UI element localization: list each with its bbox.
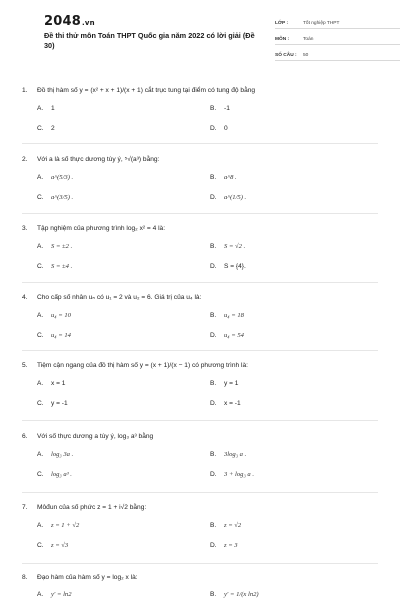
answer-text: u₄ = 54 bbox=[224, 332, 244, 339]
answer-text: S = ±2 . bbox=[51, 243, 73, 250]
answer-options bbox=[22, 242, 378, 282]
answer-option-d[interactable]: D. 3 + log₃ a . bbox=[210, 471, 255, 478]
answer-text: S = {4}. bbox=[224, 263, 246, 270]
question-number: 5. bbox=[22, 362, 28, 369]
question-1 bbox=[22, 86, 378, 144]
answer-text: y' = ln2 bbox=[51, 591, 72, 598]
question-number: 2. bbox=[22, 156, 28, 163]
answer-text: log₃ 3a . bbox=[51, 451, 74, 458]
answer-text: z = √2 bbox=[224, 522, 242, 529]
page-title: Đề thi thử môn Toán THPT Quốc gia năm 2022 có lời giải (Đề 30) bbox=[44, 31, 255, 50]
question-number: 4. bbox=[22, 294, 28, 301]
question-divider bbox=[22, 282, 378, 283]
exam-meta bbox=[275, 15, 400, 63]
question-prompt: Tập nghiệm của phương trình log₂ x² = 4 là: bbox=[37, 225, 166, 232]
answer-option-b[interactable]: B. a^8 . bbox=[210, 174, 237, 181]
answer-text: 3 + log₃ a . bbox=[224, 471, 255, 478]
question-3 bbox=[22, 224, 378, 282]
answer-option-d[interactable]: D. 0 bbox=[210, 125, 228, 132]
question-number: 8. bbox=[22, 574, 28, 581]
question-7 bbox=[22, 503, 378, 561]
answer-option-c[interactable]: C. a^(3/5) . bbox=[37, 194, 74, 201]
answer-options bbox=[22, 379, 378, 419]
question-divider bbox=[22, 420, 378, 421]
meta-value: 50 bbox=[303, 53, 309, 58]
answer-text: u₄ = 14 bbox=[51, 332, 71, 339]
answer-text: z = √3 bbox=[51, 542, 69, 549]
answer-text: z = 3 bbox=[224, 542, 238, 549]
question-divider bbox=[22, 143, 378, 144]
answer-text: 1 bbox=[51, 105, 55, 112]
answer-option-a[interactable]: A. 1 bbox=[37, 105, 55, 112]
meta-value: Toán bbox=[303, 37, 314, 42]
answer-option-c[interactable]: C. S = ±4 . bbox=[37, 263, 73, 270]
answer-option-d[interactable]: D. S = {4}. bbox=[210, 263, 246, 270]
answer-text: x = -1 bbox=[224, 400, 241, 407]
meta-label: MÔN : bbox=[275, 37, 290, 42]
question-prompt: Tiệm cận ngang của đồ thị hàm số y = (x + 1)/(x − 1) có phương trình là: bbox=[37, 362, 248, 369]
answer-text: S = ±4 . bbox=[51, 263, 73, 270]
site-logo[interactable] bbox=[44, 14, 95, 29]
answer-options bbox=[22, 104, 378, 144]
question-8 bbox=[22, 573, 378, 600]
question-prompt: Cho cấp số nhân uₙ có u₁ = 2 và u₂ = 6. Giá trị của u₄ là: bbox=[37, 294, 202, 301]
answer-options bbox=[22, 311, 378, 351]
answer-option-a[interactable]: A. y' = ln2 bbox=[37, 591, 72, 598]
question-divider bbox=[22, 213, 378, 214]
answer-text: a^(3/5) . bbox=[51, 194, 74, 201]
meta-value: Tốt nghiệp THPT bbox=[303, 21, 340, 26]
answer-option-a[interactable]: A. a^(5/3) . bbox=[37, 174, 74, 181]
question-prompt: Môđun của số phức z = 1 + i√2 bằng: bbox=[37, 504, 147, 511]
answer-option-d[interactable]: D. x = -1 bbox=[210, 400, 241, 407]
answer-text: log₃ a³ . bbox=[51, 471, 72, 478]
question-number: 1. bbox=[22, 87, 28, 94]
question-divider bbox=[22, 563, 378, 564]
answer-text: 2 bbox=[51, 125, 55, 132]
answer-option-c[interactable]: C. y = -1 bbox=[37, 400, 68, 407]
meta-row-class bbox=[275, 15, 400, 29]
question-number: 3. bbox=[22, 225, 28, 232]
answer-option-b[interactable]: B. -1 bbox=[210, 105, 230, 112]
answer-text: y' = 1/(x ln2) bbox=[224, 591, 259, 598]
answer-text: y = 1 bbox=[224, 380, 239, 387]
answer-text: 3log₃ a . bbox=[224, 451, 247, 458]
answer-text: a^(1/5) . bbox=[224, 194, 247, 201]
answer-option-d[interactable]: D. a^(1/5) . bbox=[210, 194, 247, 201]
answer-option-b[interactable]: B. y' = 1/(x ln2) bbox=[210, 591, 259, 598]
answer-option-b[interactable]: B. y = 1 bbox=[210, 380, 239, 387]
answer-text: a^8 . bbox=[224, 174, 237, 181]
question-2 bbox=[22, 155, 378, 213]
answer-option-d[interactable]: D. z = 3 bbox=[210, 542, 238, 549]
meta-label: LỚP : bbox=[275, 21, 289, 26]
meta-row-subject bbox=[275, 31, 400, 45]
question-number: 6. bbox=[22, 433, 28, 440]
question-6 bbox=[22, 432, 378, 490]
answer-text: 0 bbox=[224, 125, 228, 132]
answer-text: z = 1 + √2 bbox=[51, 522, 80, 529]
question-divider bbox=[22, 350, 378, 351]
answer-text: y = -1 bbox=[51, 400, 68, 407]
meta-label: SỐ CÂU : bbox=[275, 53, 297, 58]
answer-text: a^(5/3) . bbox=[51, 174, 74, 181]
answer-options bbox=[22, 590, 378, 600]
question-prompt: Với số thực dương a tùy ý, log₃ a³ bằng bbox=[37, 433, 154, 440]
meta-row-count bbox=[275, 47, 400, 61]
answer-option-a[interactable]: A. log₃ 3a . bbox=[37, 451, 74, 458]
question-divider bbox=[22, 492, 378, 493]
answer-options bbox=[22, 450, 378, 490]
answer-option-b[interactable]: B. z = √2 bbox=[210, 522, 242, 529]
answer-text: u₄ = 10 bbox=[51, 312, 71, 319]
answer-option-c[interactable]: C. 2 bbox=[37, 125, 55, 132]
answer-text: x = 1 bbox=[51, 380, 66, 387]
answer-options bbox=[22, 173, 378, 213]
question-4 bbox=[22, 293, 378, 351]
question-5 bbox=[22, 361, 378, 419]
answer-option-d[interactable]: D. u₄ = 54 bbox=[210, 332, 244, 339]
answer-option-c[interactable]: C. log₃ a³ . bbox=[37, 471, 72, 478]
question-number: 7. bbox=[22, 504, 28, 511]
question-prompt: Với a là số thực dương tùy ý, ⁵√(a³) bằng: bbox=[37, 156, 160, 163]
answer-option-b[interactable]: B. 3log₃ a . bbox=[210, 451, 247, 458]
answer-option-b[interactable]: B. S = √2 . bbox=[210, 243, 246, 250]
logo-text: 2048 bbox=[44, 14, 81, 29]
answer-option-a[interactable]: A. S = ±2 . bbox=[37, 243, 73, 250]
answer-text: u₄ = 18 bbox=[224, 312, 244, 319]
answer-option-a[interactable]: A. z = 1 + √2 bbox=[37, 522, 80, 529]
answer-option-c[interactable]: C. z = √3 bbox=[37, 542, 69, 549]
answer-text: S = √2 . bbox=[224, 243, 246, 250]
answer-options bbox=[22, 521, 378, 561]
answer-text: -1 bbox=[224, 105, 230, 112]
answer-option-c[interactable]: C. u₄ = 14 bbox=[37, 332, 71, 339]
answer-option-a[interactable]: A. x = 1 bbox=[37, 380, 66, 387]
answer-option-b[interactable]: B. u₄ = 18 bbox=[210, 312, 244, 319]
answer-option-a[interactable]: A. u₄ = 10 bbox=[37, 312, 71, 319]
question-prompt: Đồ thị hàm số y = (x² + x + 1)/(x + 1) cắt trục tung tại điểm có tung độ bằng bbox=[37, 87, 256, 94]
document-header bbox=[22, 0, 378, 72]
logo-suffix: .vn bbox=[81, 19, 95, 27]
question-prompt: Đạo hàm của hàm số y = log₂ x là: bbox=[37, 574, 138, 581]
